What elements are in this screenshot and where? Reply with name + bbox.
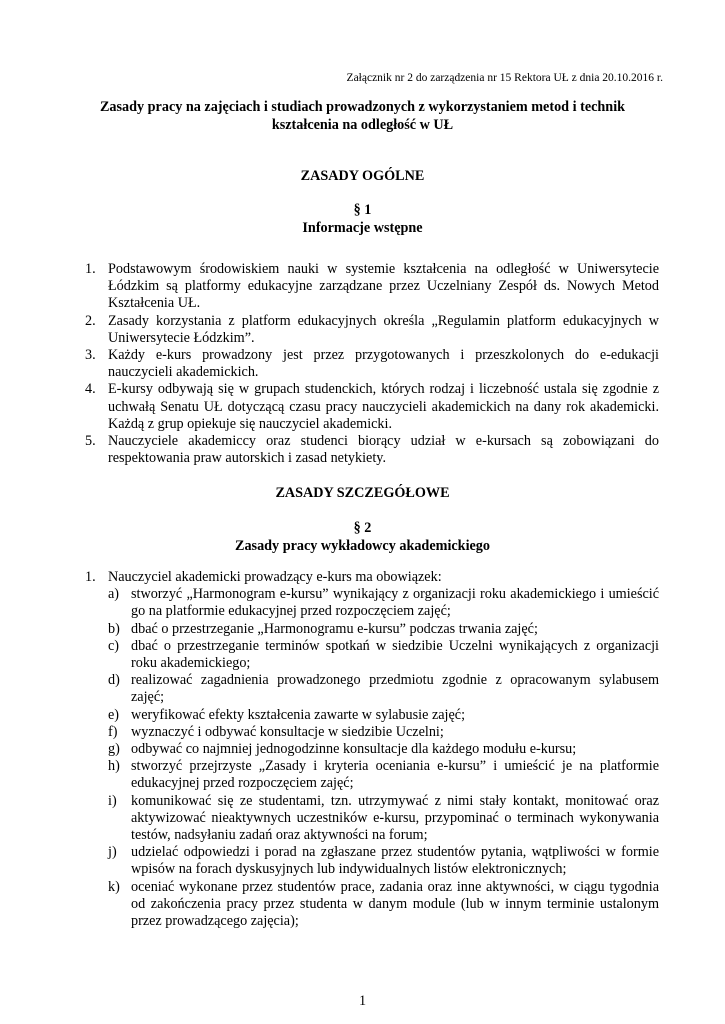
general-heading: ZASADY OGÓLNE bbox=[300, 168, 425, 184]
item-text: Każdy e-kurs prowadzony jest przez przygotowanych i przeszkolonych do e-edukacji nauczycieli akademickich. bbox=[108, 347, 659, 381]
item-number: 1. bbox=[85, 569, 96, 585]
item-letter: k) bbox=[108, 878, 120, 895]
item-text: stworzyć „Harmonogram e-kursu” wynikający z organizacji roku akademickiego i umieścić go na platformie edukacyjnej przed rozpoczęciem zajęć; bbox=[131, 586, 659, 620]
general-list bbox=[85, 261, 659, 467]
list-item bbox=[85, 261, 659, 313]
para2-title: Zasady pracy wykładowcy akademickiego bbox=[235, 538, 490, 554]
title-line-2: kształcenia na odległość w UŁ bbox=[271, 117, 454, 133]
detailed-heading: ZASADY SZCZEGÓŁOWE bbox=[275, 485, 450, 501]
item-text: odbywać co najmniej jednogodzinne konsultacje dla każdego modułu e-kursu; bbox=[131, 741, 577, 758]
item-text: komunikować się ze studentami, tzn. utrzymywać z nimi stały kontakt, monitować oraz aktywizować nieaktywnych uczestników e-kursu, przypominać o terminach wykonywania testów, nadsyłaniu zadań oraz aktywności na forum; bbox=[131, 792, 659, 844]
sublist-item bbox=[108, 638, 659, 672]
item-text: Nauczyciele akademiccy oraz studenci biorący udział w e-kursach są zobowiązani do respektowania praw autorskich i zasad netykiety. bbox=[108, 433, 659, 467]
list-item bbox=[85, 347, 659, 381]
item-text: dbać o przestrzeganie terminów spotkań w siedzibie Uczelni wynikających z organizacji roku akademickiego; bbox=[131, 637, 659, 672]
document-title bbox=[60, 98, 665, 134]
sublist-item bbox=[108, 707, 659, 724]
item-text: udzielać odpowiedzi i porad na zgłaszane przez studentów pytania, wątpliwości w formie wpisów na forach dyskusyjnych lub indywidualnych listów elektronicznych; bbox=[131, 844, 659, 878]
item-letter: h) bbox=[108, 758, 120, 775]
sublist-item bbox=[108, 758, 659, 792]
attachment-note: Załącznik nr 2 do zarządzenia nr 15 Rektora UŁ z dnia 20.10.2016 r. bbox=[346, 72, 663, 84]
item-letter: a) bbox=[108, 586, 120, 603]
item-letter: e) bbox=[108, 706, 120, 723]
item-number: 1. bbox=[85, 261, 96, 277]
item-text: realizować zagadnienia prowadzonego przedmiotu zgodnie z opracowanym sylabusem zajęć; bbox=[131, 672, 659, 706]
item-text: E-kursy odbywają się w grupach studenckich, których rodzaj i liczebność ustala się zgodnie z uchwałą Senatu UŁ dotyczącą czasu pracy nauczycieli akademickich na dany rok akademicki. Każdą z grup opiekuje się nauczyciel akademicki. bbox=[108, 381, 659, 432]
para1-symbol: § 1 bbox=[353, 202, 372, 218]
item-text: dbać o przestrzeganie „Harmonogramu e-kursu” podczas trwania zajęć; bbox=[131, 620, 538, 637]
item-text: weryfikować efekty kształcenia zawarte w sylabusie zajęć; bbox=[131, 706, 466, 723]
item-text: Nauczyciel akademicki prowadzący e-kurs ma obowiązek: bbox=[108, 569, 442, 585]
list-item bbox=[85, 313, 659, 347]
sublist-item bbox=[108, 793, 659, 845]
item-letter: b) bbox=[108, 620, 120, 637]
item-text: wyznaczyć i odbywać konsultacje w siedzibie Uczelni; bbox=[131, 723, 444, 740]
list-item bbox=[85, 381, 659, 433]
item-letter: g) bbox=[108, 741, 120, 758]
para1-title: Informacje wstępne bbox=[302, 220, 423, 236]
item-letter: f) bbox=[108, 723, 118, 740]
item-text: Podstawowym środowiskiem nauki w systemie kształcenia na odległość w Uniwersytecie Łódzkim są platformy edukacyjne zarządzane przez Uczelniany Zespół ds. Nowych Metod Kształcenia UŁ. bbox=[108, 261, 659, 312]
page-number: 1 bbox=[358, 993, 367, 1009]
sublist-item bbox=[108, 672, 659, 706]
item-number: 2. bbox=[85, 312, 96, 329]
item-number: 3. bbox=[85, 347, 96, 364]
item-letter: j) bbox=[108, 844, 117, 861]
sublist-item bbox=[108, 879, 659, 931]
item-letter: d) bbox=[108, 672, 120, 689]
item-text: stworzyć przejrzyste „Zasady i kryteria oceniania e-kursu” i umieścić je na platformie edukacyjnej przed rozpoczęciem zajęć; bbox=[131, 758, 659, 792]
list-item bbox=[85, 569, 659, 930]
sublist-item bbox=[108, 621, 659, 638]
item-number: 5. bbox=[85, 433, 96, 450]
sublist-item bbox=[108, 741, 659, 758]
list-item bbox=[85, 433, 659, 467]
para2-symbol: § 2 bbox=[353, 520, 372, 536]
detailed-list bbox=[85, 569, 659, 930]
item-text: oceniać wykonane przez studentów prace, zadania oraz inne aktywności, w ciągu tygodnia od zakończenia pracy przez studenta w danym module (lub w innym terminie ustalonym przez prowadzącego zajęcia); bbox=[131, 878, 659, 930]
item-text: Zasady korzystania z platform edukacyjnych określa „Regulamin platform edukacyjnych w Uniwersytecie Łódzkim”. bbox=[108, 312, 659, 346]
title-line-1: Zasady pracy na zajęciach i studiach prowadzonych z wykorzystaniem metod i technik bbox=[99, 99, 626, 115]
sublist-item bbox=[108, 844, 659, 878]
sublist-item bbox=[108, 586, 659, 620]
sublist-item bbox=[108, 724, 659, 741]
obligations-sublist bbox=[108, 586, 659, 930]
item-letter: c) bbox=[108, 637, 120, 654]
item-number: 4. bbox=[85, 381, 96, 398]
item-letter: i) bbox=[108, 792, 117, 809]
